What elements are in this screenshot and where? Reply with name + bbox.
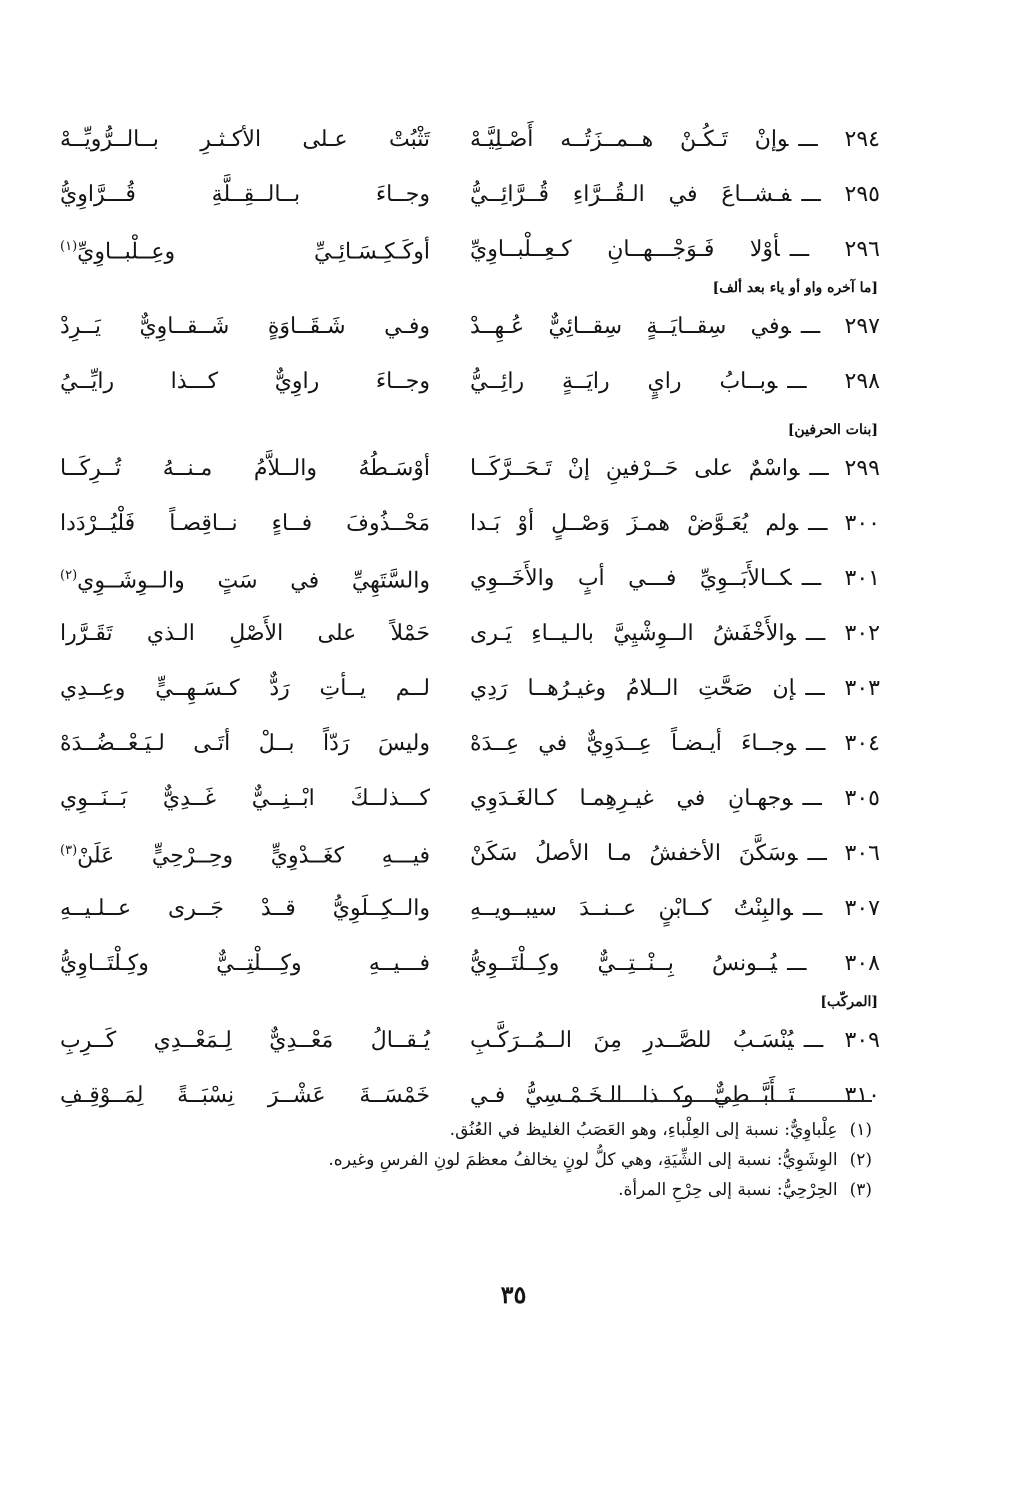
first-hemistich-text: يُــونسُ بِــنْــتِــيٌّ وكِــلْتَــوِيُّ	[470, 951, 778, 976]
second-hemistich: وجــاءَ راوِيٌّ كـــذا رايِّــيُ	[60, 369, 430, 394]
verse-number: ٣٠٥ ـــ	[802, 786, 880, 811]
verse-295	[60, 167, 880, 222]
verse-296	[60, 222, 880, 277]
verse-number: ٣٠٩ ـــ	[803, 1028, 880, 1053]
first-hemistich-text: وجهـانِ في غيـرِهِمـا كـالغَـدَوِي	[470, 786, 793, 811]
second-hemistich	[60, 548, 430, 608]
first-hemistich	[470, 496, 880, 551]
first-hemistich-text: إن صَحَّتِ الــلامُ وغيـرُهــا رَدِي	[470, 676, 796, 701]
first-hemistich	[470, 112, 880, 167]
first-hemistich	[470, 881, 880, 936]
first-hemistich	[470, 441, 880, 496]
verse-301	[60, 551, 880, 606]
verse-number: ٢٩٩ ـــ	[809, 456, 880, 481]
verse-303	[60, 661, 880, 716]
second-hemistich	[60, 219, 430, 279]
verse-number: ٣٠٧ ـــ	[802, 896, 880, 921]
first-hemistich	[470, 771, 880, 826]
verse-number: ٣٠٠ ـــ	[808, 511, 880, 536]
footnote-number: (١)	[849, 1120, 872, 1140]
verse-297	[60, 299, 880, 354]
section-heading: [بنات الحرفين]	[787, 422, 878, 438]
verse-number: ٢٩٨ ـــ	[787, 369, 880, 394]
footnote-text: الوِشَوِيُّ: نسبة إلى الشِّيَةِ، وهي كلُّ لونٍ يخالفُ معظمَ لونِ الفرسِ وغيره.	[328, 1150, 838, 1170]
second-hemistich: خَمْسَــةَ عَشْــرَ نِسْبَــةً لِمَــوْقِـفِ	[60, 1083, 430, 1108]
verse-298	[60, 354, 880, 409]
page-number: ٣٥	[500, 1280, 527, 1309]
footnote-3	[328, 1175, 872, 1205]
first-hemistich-text: وفي سِقــايَــةٍ سِقــائِيٌّ عُـهِــدْ	[470, 314, 791, 339]
second-hemistich: وجــاءَ بــالــقِــلَّةِ قُـــرَّاوِيُّ	[60, 182, 430, 207]
verse-number: ٣٠٣ ـــ	[805, 676, 880, 701]
footnote-2	[328, 1145, 872, 1175]
footnote-text: عِلْباوِيٌّ: نسبة إلى العِلْباءِ، وهو العَصَبُ الغليظ في العُنُق.	[449, 1120, 838, 1140]
verse-number: ٣١٠ ـــ	[805, 1083, 880, 1108]
first-hemistich-text: تَــأَبَّــطِيٌّ وكــذا الـخَـمْـسِيُّ فـي	[470, 1083, 796, 1108]
first-hemistich	[470, 716, 880, 771]
footnote-number: (٢)	[849, 1150, 872, 1170]
first-hemistich-text: يُنْسَـبُ للصَّــدرِ مِنَ الــمُــرَكَّـبِ	[470, 1028, 794, 1053]
first-hemistich	[470, 661, 880, 716]
second-hemistich: لــم يــأتِ رَدٌّ كـسَـهِــيٍّ وعِــدِي	[60, 676, 430, 701]
first-hemistich	[470, 936, 880, 991]
footnote-marker: (١)	[60, 239, 78, 255]
second-hemistich: وفـي شَـقَــاوَةٍ شَــقــاوِيٌّ يَــرِدْ	[60, 314, 430, 339]
footnote-marker: (٢)	[60, 568, 78, 584]
verse-307	[60, 881, 880, 936]
first-hemistich-text: واسْمٌ على حَــرْفينِ إنْ تَـحَــرَّكَــا	[470, 456, 800, 481]
first-hemistich-text: وسَكَّنَ الأخفشُ مـا الأصلُ سَكَنْ	[470, 841, 798, 866]
first-hemistich-text: وإنْ تَـكُـنْ هــمــزَتُــه أَصْـلِيَّـهْ	[470, 127, 789, 152]
verse-305	[60, 771, 880, 826]
first-hemistich	[470, 299, 880, 354]
section-heading: [ما آخره واو أو ياء بعد ألف]	[712, 280, 878, 296]
verse-number: ٣٠٢ ـــ	[805, 621, 880, 646]
first-hemistich-text: والبِنْتُ كــابْنٍ عــنــدَ سيبــويــهِ	[470, 896, 793, 921]
first-hemistich-text: وجــاءَ أيـضـاً عِــدَوِيٌّ في عِــدَهْ	[470, 731, 796, 756]
first-hemistich-text: أوْلا فَـوَجْـــهــانِ كـعِــلْبــاوِيِّ	[470, 237, 780, 262]
second-hemistich-text: والسَّتَهِيِّ في سَتٍ والــوِشَــوِي	[77, 568, 430, 594]
verse-number: ٣٠١ ـــ	[801, 566, 880, 591]
verse-309	[60, 1013, 880, 1068]
second-hemistich	[60, 823, 430, 883]
second-hemistich: حَمْلاً على الأَصْلِ الـذي تَقَـرَّرا	[60, 621, 430, 646]
second-hemistich: وليسَ رَدّاً بــلْ أتَـى لـيَـعْــضُــدَهْ	[60, 731, 430, 756]
footnotes	[328, 1115, 872, 1205]
first-hemistich-text: كــالأَبَــوِيِّ فـــي أبٍ والأَخَــوِي	[470, 566, 792, 591]
second-hemistich: كـــذلــكَ ابْــنِــيٌّ غَــدِيٌّ بَــنَــوِي	[60, 786, 430, 811]
footnote-marker: (٣)	[60, 843, 78, 859]
verse-306	[60, 826, 880, 881]
verse-number: ٣٠٨ ـــ	[787, 951, 880, 976]
section-heading: [المركّب]	[820, 994, 878, 1010]
first-hemistich	[470, 354, 880, 409]
verse-number: ٢٩٥ ـــ	[801, 182, 880, 207]
verse-number: ٢٩٤ ـــ	[798, 127, 880, 152]
first-hemistich	[470, 551, 880, 606]
verse-number: ٣٠٦ ـــ	[807, 841, 880, 866]
verse-number: ٢٩٧ ـــ	[800, 314, 880, 339]
footnote-1	[328, 1115, 872, 1145]
second-hemistich: تَثْبُتْ عـلى الأكـثـرِ بــالــرُّويِّــهْ	[60, 127, 430, 152]
first-hemistich	[470, 222, 880, 277]
verse-308	[60, 936, 880, 991]
second-hemistich: مَحْــذُوفَ فــاءٍ نــاقِصـاً فَلْيُــرْدَدا	[60, 511, 430, 536]
footnote-text: الحِرْحِيُّ: نسبة إلى حِرْحِ المرأة.	[618, 1180, 838, 1200]
footnote-number: (٣)	[849, 1180, 872, 1200]
verse-304	[60, 716, 880, 771]
poem-verses	[60, 112, 880, 1123]
first-hemistich	[470, 826, 880, 881]
first-hemistich-text: ولم يُعَـوَّضْ همـزَ وَصْــلٍ أوْ بَـدا	[470, 511, 799, 536]
first-hemistich	[470, 1013, 880, 1068]
verse-302	[60, 606, 880, 661]
second-hemistich-text: أوكَـكِـسَـائِـيِّ وعِــلْبــاوِيِّ	[77, 239, 430, 265]
verse-299	[60, 441, 880, 496]
first-hemistich	[470, 606, 880, 661]
second-hemistich: يُـقــالُ مَعْــدِيٌّ لِـمَعْــدِي كَــرِبِ	[60, 1028, 430, 1053]
verse-300	[60, 496, 880, 551]
verse-number: ٣٠٤ ـــ	[806, 731, 880, 756]
first-hemistich-text: والأَخْفَشُ الــوِشْيِيَّ بالـيــاءِ يَـرى	[470, 621, 796, 646]
verse-294	[60, 112, 880, 167]
second-hemistich: فـــيــهِ وكِـــلْتِــيٌّ وكِـلْتَــاوِيُّ	[60, 951, 430, 976]
first-hemistich-text: وبــابُ رايٍ رايَــةٍ رائِــيُّ	[470, 369, 778, 394]
footnote-divider	[600, 1100, 872, 1102]
first-hemistich-text: فـشــاعَ في الـقُــرَّاءِ قُــرَّائِــيُّ	[470, 182, 792, 207]
second-hemistich: أوْسَـطُهُ والــلاَّمُ مـنــهُ تُــرِكَــا	[60, 456, 430, 481]
second-hemistich: والــكِــلَوِيُّ قــدْ جَــرى عــلـيــهِ	[60, 896, 430, 921]
second-hemistich-text: فيـــهِ كغَــدْوِيٍّ وحِــرْحِيٍّ عَلَنْ	[77, 843, 430, 869]
verse-number: ٢٩٦ ـــ	[789, 237, 880, 262]
first-hemistich	[470, 167, 880, 222]
